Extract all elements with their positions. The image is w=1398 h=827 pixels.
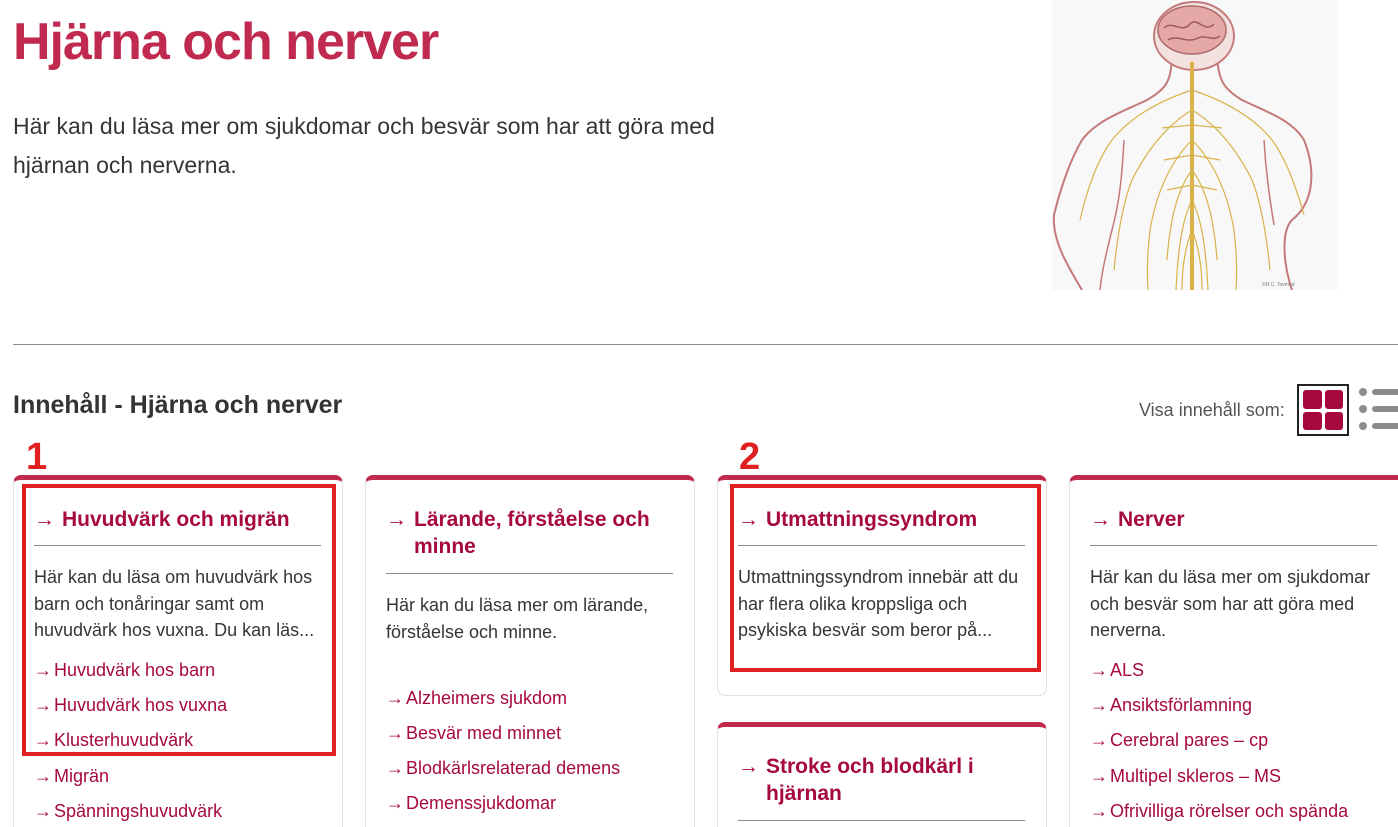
arrow-right-icon: → [738,755,759,778]
card-divider [738,820,1025,821]
card-link[interactable]: → Cerebral pares – cp [1090,730,1269,750]
list-view-icon [1359,388,1398,396]
card-link[interactable]: → Besvär med minnet [386,723,562,743]
card-link[interactable]: → Ofrivilliga rörelser och spända [1090,801,1349,821]
section-title: Innehåll - Hjärna och nerver [13,391,343,419]
card-link[interactable]: → Demenssjukdomar [386,793,557,813]
card-description: Här kan du läsa mer om lärande, förståelse och minne. [386,595,649,642]
arrow-right-icon: → [386,793,404,813]
arrow-right-icon: → [34,766,52,786]
card-title-link[interactable]: → Lärande, förståelse och minne [386,508,650,558]
annotation-number-1: 1 [26,436,48,478]
card-link[interactable]: → Ansiktsförlamning [1090,695,1253,715]
list-view-button[interactable] [1359,388,1398,432]
annotation-box-2 [730,484,1041,672]
card-divider [386,573,673,574]
card-description: Här kan du läsa om huvudvärk hos barn och tonåringar samt om huvudvärk hos vuxna. Du kan läs... [34,567,315,640]
card-description: Här kan du läsa mer om sjukdomar och besvär som har att göra med nerverna. [1090,567,1371,640]
card-description: Utmattningssyndrom innebär att du har flera olika kroppsliga och psykiska besvär som beror på... [738,567,1019,640]
arrow-right-icon: → [34,695,52,715]
arrow-right-icon: → [1090,801,1108,821]
arrow-right-icon: → [34,730,52,750]
card-link[interactable]: → Spänningshuvudvärk [34,801,223,821]
arrow-right-icon: → [34,801,52,821]
card-nerver [1069,475,1398,827]
arrow-right-icon: → [1090,730,1108,750]
card-stroke-och-blodkarl [717,722,1047,827]
arrow-right-icon: → [34,660,52,680]
arrow-right-icon: → [1090,660,1108,680]
arrow-right-icon: → [738,508,759,531]
annotation-box-1 [22,484,336,756]
annotation-number-2: 2 [739,436,761,478]
card-link[interactable]: → Huvudvärk hos barn [34,660,216,680]
card-title-link[interactable]: → Utmattningssyndrom [738,508,978,531]
view-toggle-label: Visa innehåll som: [1139,400,1285,420]
nervous-system-illustration [1052,0,1338,290]
arrow-right-icon: → [1090,695,1108,715]
arrow-right-icon: → [1090,508,1111,531]
arrow-right-icon: → [386,688,404,708]
arrow-right-icon: → [386,723,404,743]
card-link[interactable]: → Migrän [34,766,110,786]
grid-view-button[interactable] [1297,384,1349,436]
card-link[interactable]: → Multipel skleros – MS [1090,766,1282,786]
arrow-right-icon: → [1090,766,1108,786]
card-title-link[interactable]: → Stroke och blodkärl i hjärnan [738,755,974,805]
arrow-right-icon: → [34,508,55,531]
arrow-right-icon: → [386,508,407,531]
arrow-right-icon: → [386,758,404,778]
card-link[interactable]: → ALS [1090,660,1145,680]
grid-view-icon [1303,390,1322,409]
section-divider [13,344,1398,345]
card-link[interactable]: → Klusterhuvudvärk [34,730,194,750]
svg-text:©H.C. Tovmud: ©H.C. Tovmud [1262,282,1295,288]
card-link[interactable]: → Blodkärlsrelaterad demens [386,758,621,778]
card-larande-forstaelse-och-minne [365,475,695,827]
page-intro: Här kan du läsa mer om sjukdomar och besvär som har att göra med hjärnan och nerverna. [13,113,715,178]
card-divider [1090,545,1377,546]
card-title-link[interactable]: → Nerver [1090,508,1185,531]
card-link[interactable]: → Huvudvärk hos vuxna [34,695,228,715]
card-title-link[interactable]: → Huvudvärk och migrän [34,508,290,531]
page-title: Hjärna och nerver [13,13,439,71]
card-link[interactable]: → Alzheimers sjukdom [386,688,568,708]
